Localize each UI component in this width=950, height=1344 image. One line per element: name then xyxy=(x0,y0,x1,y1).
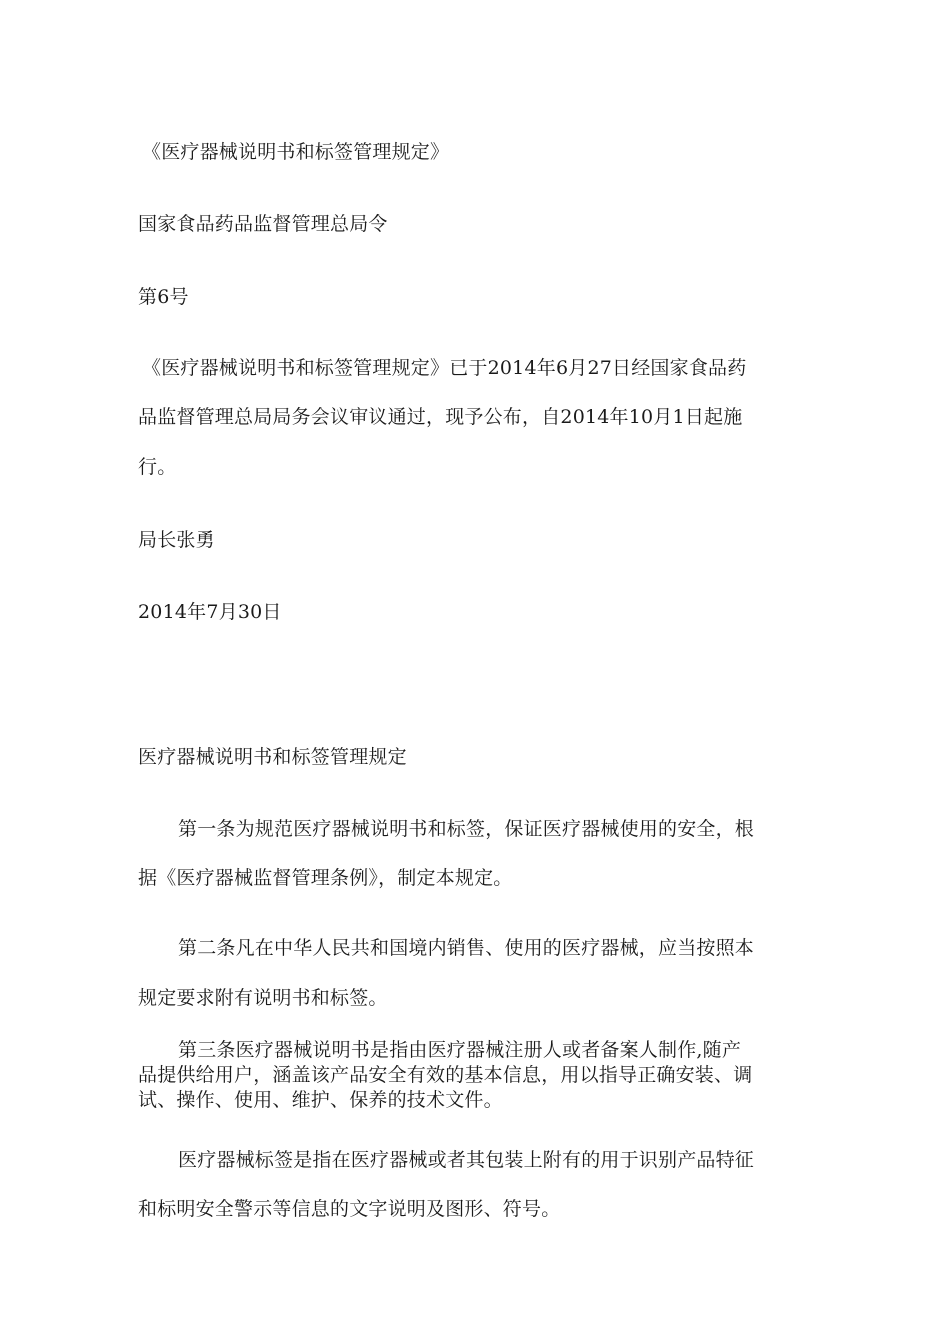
article3-line-2: 品提供给用户，涵盖该产品安全有效的基本信息，用以指导正确安装、调 xyxy=(138,1064,753,1086)
label-definition-line-1: 医疗器械标签是指在医疗器械或者其包装上附有的用于识别产品特征 xyxy=(178,1149,755,1171)
announcement-line-1: 《医疗器械说明书和标签管理规定》已于2014年6月27日经国家食品药 xyxy=(142,357,747,379)
article3-line-1: 第三条医疗器械说明书是指由医疗器械注册人或者备案人制作,随产 xyxy=(178,1039,742,1061)
document-date: 2014年7月30日 xyxy=(138,601,282,623)
article1-line-1: 第一条为规范医疗器械说明书和标签，保证医疗器械使用的安全，根 xyxy=(178,818,755,840)
regulation-title: 医疗器械说明书和标签管理规定 xyxy=(138,746,407,768)
signatory: 局长张勇 xyxy=(138,529,215,551)
article2-line-1: 第二条凡在中华人民共和国境内销售、使用的医疗器械，应当按照本 xyxy=(178,937,755,959)
article2-line-2: 规定要求附有说明书和标签。 xyxy=(138,987,388,1009)
order-number: 第6号 xyxy=(138,286,189,308)
document-title-line: 《医疗器械说明书和标签管理规定》 xyxy=(142,141,450,163)
issuer-line: 国家食品药品监督管理总局令 xyxy=(138,213,388,235)
announcement-line-3: 行。 xyxy=(138,456,177,478)
label-definition-line-2: 和标明安全警示等信息的文字说明及图形、符号。 xyxy=(138,1198,561,1220)
announcement-line-2: 品监督管理总局局务会议审议通过，现予公布，自2014年10月1日起施 xyxy=(138,406,743,428)
article3-line-3: 试、操作、使用、维护、保养的技术文件。 xyxy=(138,1089,503,1111)
article1-line-2: 据《医疗器械监督管理条例》，制定本规定。 xyxy=(138,867,513,889)
